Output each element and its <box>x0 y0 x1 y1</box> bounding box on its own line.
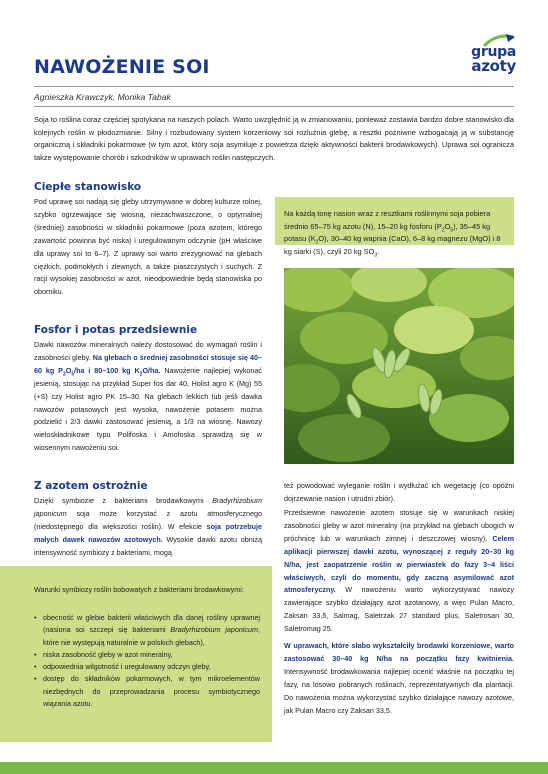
list-item: • odpowiednia wilgotność i uregulowany odczyn gleby, <box>34 661 260 673</box>
pk-text-1: Dawki nawozów mineralnych należy dostosować do wymagań roślin i zasobności gleby. <box>34 340 262 362</box>
header-divider <box>34 86 514 87</box>
nitrogen-continued-paragraph: też powodować wyleganie roślin i wydłużać ich wegetację (co opóźni dojrzewanie nasion i utrudni zbiór). <box>284 481 514 503</box>
nitrogen-highlight: soja potrzebuje małych dawek nawozów azotowych. <box>34 521 262 544</box>
logo-word-azoty: azoty <box>471 57 516 75</box>
bacteria-name-italic: Bradyrhizobium japonicum <box>34 496 262 518</box>
intro-paragraph: Soja to roślina coraz częściej spotykana na naszych polach. Warto uwzględnić ją w zmianowaniu, ponieważ zostawia bardzo dobre stanowisko dla kolejnych roślin w płodozmianie. Silny i rozbudowany system korzeniowy soi rozluźnia glebę, a resztki pożniwne wzbogacają ją w substancję organiczną i składniki pokarmowe (w tym azot, który soja asymiluje z powietrza dzięki aktywności bakterii brodawkowych). Uprawa soi ogranicza także występowanie chorób i szkodników w uprawach roślin następczych. <box>34 115 514 162</box>
uptake-info-text: Na każdą tonę nasion wraz z resztkami roślinnymi soja pobiera średnio 65–75 kg azotu (N), 15–20 kg fosforu $(P_2O_5)$, 35–45 kg potasu $(K_2O)$, 30–40 kg wapnia (CaO), 6–8 kg magnezu (MgO) i 8 kg siarki (S), czyli 20 kg $SO_3$. <box>284 209 501 259</box>
section-body-nitrogen: Dzięki symbiozie z bakteriami brodawkowymi Bradyrhizobium japonicum soja może korzystać z azotu atmosferycznego (niedostępnego dla większości roślin). W efekcie soja potrzebuje małych dawek nawozów azotowych. Wysokie dawki azotu obniżą intensywność symbiozy z bakteriami, mogą <box>34 496 262 557</box>
page-title: NAWOŻENIE SOI <box>34 56 210 78</box>
flowering-nitrogen-paragraph: W uprawach, które słabo wykształciły brodawki korzeniowe, warto zastosować 30–40 kg N/ha na początku fazy kwitnienia. Intensywność brodawkowania najlepiej ocenić właśnie na początku tej fazy, na losowo pobranych roślinach, reprezentatywnych dla plantacji. Do nawożenia można wykorzystać szybko działające nawozy azotowe, jak Pulan Macro czy Zaksan 33,5. <box>284 641 514 715</box>
presowing-nitrogen-paragraph: Przedsiewne nawożenie azotem stosuje się w warunkach niskiej zasobności gleby w azot mineralny (na przykład na glebach ubogich w próchnicę lub w warunkach zimnej i deszczowej wiosny). Celem aplikacji pierwszej dawki azotu, wynoszącej z reguły 20–30 kg N/ha, jest zaopatrzenie roślin w pierwiastek do fazy 3–4 liści właściwych, czyli do momentu, gdy zaczną asymilować azot atmosferyczny. W nawożeniu warto wykorzystywać nawozy zawierające szybko działający azot azotanowy, a więc Pulan Macro, Zaksan 33,5, Salmag, Saletrzak 27 standard plus, Saletrosan 30, Saletromag 25. <box>284 508 514 634</box>
symbiosis-conditions-box <box>0 566 272 742</box>
section-heading-warm-site: Ciepłe stanowisko <box>34 181 142 193</box>
list-item: • niska zasobność gleby w azot mineralny, <box>34 649 260 661</box>
soybean-leaves-illustration <box>284 268 514 464</box>
authors-line: Agnieszka Krawczyk, Monika Tabak <box>34 92 171 102</box>
flowering-dose-highlight: W uprawach, które słabo wykształciły brodawki korzeniowe, warto zastosować 30–40 kg N/ha na początku fazy kwitnienia. <box>284 641 514 663</box>
authors-divider <box>34 106 514 107</box>
first-dose-highlight: Celem aplikacji pierwszej dawki azotu, wynoszącej z reguły 20–30 kg N/ha, jest zaopatrzenie roślin w pierwiastek do fazy 3–4 liści właściwych, czyli do momentu, gdy zaczną asymilować azot atmosferyczny. <box>284 533 514 595</box>
section-body-warm-site: Pod uprawę soi nadają się gleby utrzymywane w dobrej kulturze rolnej, szybko ogrzewające się wiosną, niezachwaszczone, o optymalnej (średniej) zasobności w składniki pokarmowe (poza azotem, którego zawartość powinna być niska) i uregulowanym odczynie (pH właściwe dla uprawy soi to 6–7). Z uprawy soi warto zrezygnować na glebach ciężkich, podmokłych i zlewnych, a także piaszczystych i suchych. Z racji wysokiej zasobności w azot, nieodpowiednie będą stanowiska po oborniku. <box>34 197 262 297</box>
list-item: • obecność w glebie bakterii właściwych dla danej rośliny uprawnej (nasiona soi szczepi się bakteriami Bradyrhizobium japonicum, które nie występują naturalnie w polskich glebach), <box>34 612 260 649</box>
footer-bar <box>0 762 548 774</box>
list-item: • dostęp do składników pokarmowych, w tym mikroelementów niezbędnych do przeprowadzania procesu symbiotycznego wiązania azotu. <box>34 673 260 710</box>
pk-dose-highlight: Na glebach o średniej zasobności stosuje się 40–60 kg $P_2O_5/ha$ i 80–100 kg $K_2O/ha$. <box>34 352 262 378</box>
symbiosis-conditions-list <box>34 612 260 710</box>
pk-text-2: Nawożenie najlepiej wykonać jesienią, stosując na przykład Super fos dar 40, Holist agro K (Mg) 55 (+S) czy Holist agro PK 15–30. Na glebach lekkich lub jeśli dawka nawozów potasowych jest wysoka, nawożenie potasem można podzielić i 2/3 dawki zastosować jesienią, a 1/3 na wiosnę. Nawozy wieloskładnikowe typu Polifoska i Amofoska sprawdzą się w wiosennym nawożeniu soi. <box>34 365 263 453</box>
soybean-plant-photo <box>284 268 514 464</box>
grupa-azoty-logo <box>454 33 516 77</box>
section-heading-nitrogen: Z azotem ostrożnie <box>34 480 148 492</box>
section-body-phosphorus-potassium <box>34 339 262 455</box>
uptake-info-box <box>275 197 514 259</box>
logo-word-grupa: grupa <box>471 44 516 60</box>
section-heading-phosphorus-potassium: Fosfor i potas przedsiewnie <box>34 324 198 336</box>
symbiosis-lead: Warunki symbiozy roślin bobowatych z bakteriami brodawkowymi: <box>34 585 244 594</box>
